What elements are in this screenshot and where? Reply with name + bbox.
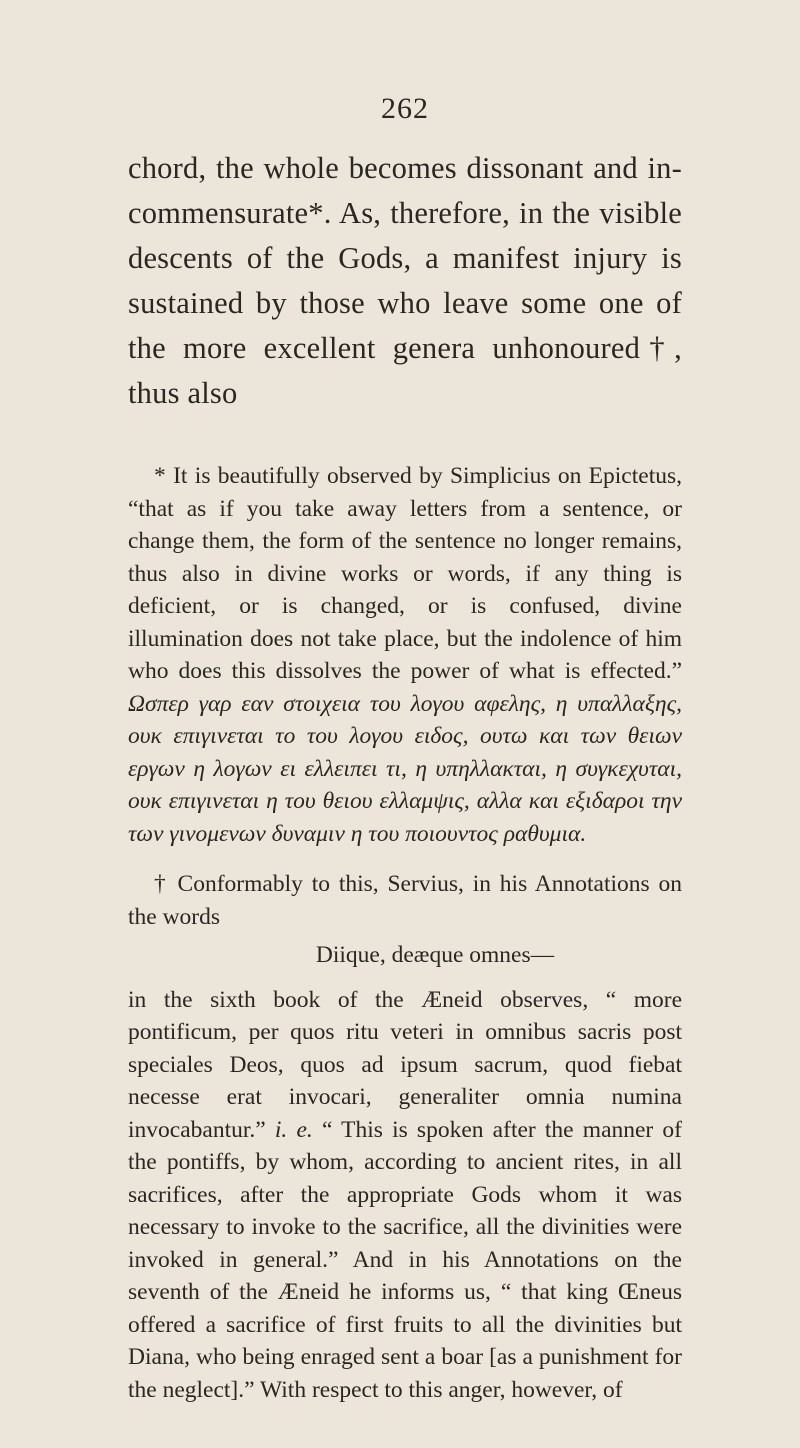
footnote-servius-ie: i. e.	[274, 1116, 313, 1143]
footnote-servius	[128, 868, 682, 1406]
footnote-servius-body	[128, 984, 682, 1407]
page-number: 262	[381, 92, 429, 125]
footnote-simplicius-english: * It is beautifully observed by Simplicius on Epictetus, “that as if you take away letters from a sentence, or change them, the form of the sentence no longer remains, thus also in divine works or words, if any thing is deficient, or is changed, or is confused, divine illumination does not take place, but the indolence of him who does this dissolves the power of what is effected.”	[128, 463, 682, 684]
main-text	[128, 146, 682, 416]
main-paragraph: chord, the whole becomes dissonant and in-commensurate*. As, therefore, in the visible descents of the Gods, a manifest injury is sustained by those who leave some one of the more excellent genera unhonoured†, thus also	[128, 151, 682, 410]
footnote-servius-intro: † Conformably to this, Servius, in his Annotations on the words	[128, 871, 682, 930]
footnotes	[128, 460, 682, 1406]
footnote-simplicius-greek: Ωσπερ γαρ εαν στοιχεια του λογου αφελης, η υπαλλαξης, ουκ επιγινεται το του λογου ειδος, ουτω και των θειων εργων η λογων ει ελλειπει τι, η υπηλλακται, η συγκεχυται, ουκ επιγινεται η του θειου ελλαμψις, αλλα και εξιδαροι την των γινομενων δυναμιν η του ποιουντος ραθυμια.	[128, 690, 682, 847]
footnote-servius-body-part2: “ This is spoken after the manner of the pontiffs, by whom, according to ancient rites, in all sacrifices, after the appropriate Gods whom it was necessary to invoke to the sacrifice, all the divinities were invoked in general.” And in his Annotations on the seventh of the Æneid he informs us, “ that king Œneus offered a sacrifice of first fruits to all the divinities but Diana, who being enraged sent a boar [as a punishment for the neglect].” With respect to this anger, however, of	[128, 1116, 683, 1403]
footnote-servius-quote: Diique, deæque omnes—	[315, 942, 555, 968]
footnote-servius-body-part1: in the sixth book of the Æneid observes, “ more pontificum, per quos ritu veteri in omnibus sacris post speciales Deos, quos ad ipsum sacrum, quod fiebat necesse erat invocari, generaliter omnia numina invocabantur.”	[128, 986, 682, 1143]
footnote-simplicius	[128, 460, 682, 850]
